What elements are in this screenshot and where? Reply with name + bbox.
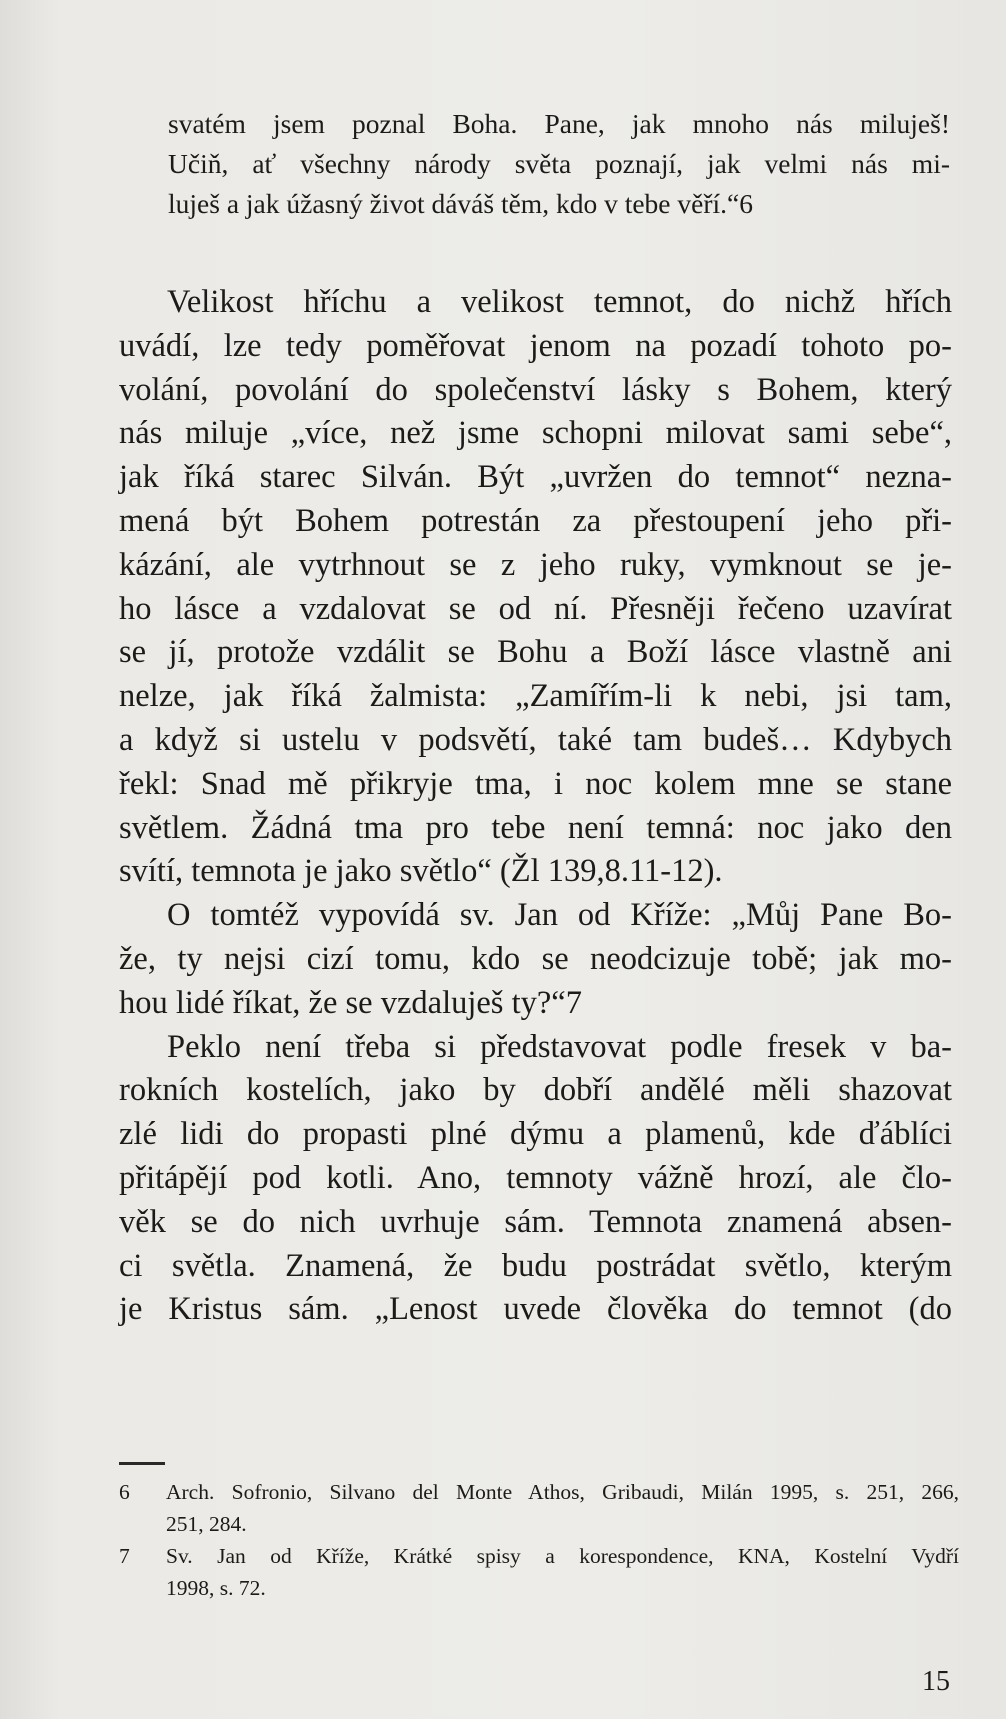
body-line: rokních kostelích, jako by dobří andělé měli shazovat: [119, 1072, 952, 1109]
body-line: volání, povolání do společenství lásky s Bohem, který: [119, 371, 952, 408]
page-number: 15: [922, 1666, 950, 1697]
body-line: že, ty nejsi cizí tomu, kdo se neodcizuje tobě; jak mo-: [119, 940, 952, 977]
body-line: Velikost hříchu a velikost temnot, do nichž hřích: [167, 284, 952, 320]
body-line: kázání, ale vytrhnout se z jeho ruky, vymknout se je-: [119, 546, 952, 583]
footnote-line: 1998, s. 72.: [166, 1576, 266, 1600]
footnote-number: 6: [119, 1480, 130, 1504]
body-line: a když si ustelu v podsvětí, také tam budeš… Kdybych: [119, 721, 952, 758]
body-line: hou lidé říkat, že se vzdaluješ ty?“7: [119, 984, 582, 1021]
body-line: věk se do nich uvrhuje sám. Temnota znamená absen-: [119, 1203, 952, 1240]
body-line: Peklo není třeba si představovat podle fresek v ba-: [167, 1028, 952, 1065]
body-line: mená být Bohem potrestán za přestoupení jeho při-: [119, 502, 952, 539]
body-line: přitápějí pod kotli. Ano, temnoty vážně hrozí, ale člo-: [119, 1159, 952, 1196]
body-line: je Kristus sám. „Lenost uvede člověka do temnot (do: [119, 1291, 952, 1328]
body-line: ho lásce a vzdalovat se od ní. Přesněji řečeno uzavírat: [119, 590, 952, 627]
footnote-separator: [119, 1462, 165, 1465]
footnotes: [119, 1476, 959, 1604]
body-line: ci světla. Znamená, že budu postrádat světlo, kterým: [119, 1247, 952, 1284]
quote-line: Učiň, ať všechny národy světa poznají, jak velmi nás mi-: [168, 148, 950, 179]
body-line: O tomtéž vypovídá sv. Jan od Kříže: „Můj Pane Bo-: [167, 897, 952, 934]
body-line: světlem. Žádná tma pro tebe není temná: noc jako den: [119, 809, 952, 846]
body-text: [119, 281, 952, 1332]
body-line: nelze, jak říká žalmista: „Zamířím-li k nebi, jsi tam,: [119, 678, 952, 715]
footnote-line: Sv. Jan od Kříže, Krátké spisy a korespondence, KNA, Kostelní Vydří: [166, 1544, 959, 1568]
body-line: uvádí, lze tedy poměřovat jenom na pozadí tohoto po-: [119, 327, 952, 364]
body-line: řekl: Snad mě přikryje tma, i noc kolem mne se stane: [119, 765, 952, 802]
quote-line: svatém jsem poznal Boha. Pane, jak mnoho nás miluješ!: [168, 108, 950, 139]
quote-block: [168, 104, 950, 224]
body-line: nás miluje „více, než jsme schopni milovat sami sebe“,: [119, 415, 952, 452]
footnote-7: [119, 1540, 959, 1604]
footnote-6: [119, 1476, 959, 1540]
footnote-number: 7: [119, 1544, 130, 1568]
footnote-line: 251, 284.: [166, 1512, 247, 1536]
body-line: jak říká starec Silván. Být „uvržen do temnot“ nezna-: [119, 459, 952, 496]
quote-line: luješ a jak úžasný život dáváš těm, kdo v tebe věří.“6: [168, 188, 753, 219]
body-line: se jí, protože vzdálit se Bohu a Boží lásce vlastně ani: [119, 634, 952, 671]
body-line: zlé lidi do propasti plné dýmu a plamenů, kde ďáblíci: [119, 1116, 952, 1153]
footnote-line: Arch. Sofronio, Silvano del Monte Athos, Gribaudi, Milán 1995, s. 251, 266,: [166, 1480, 959, 1504]
body-line: svítí, temnota je jako světlo“ (Žl 139,8.11-12).: [119, 853, 723, 890]
